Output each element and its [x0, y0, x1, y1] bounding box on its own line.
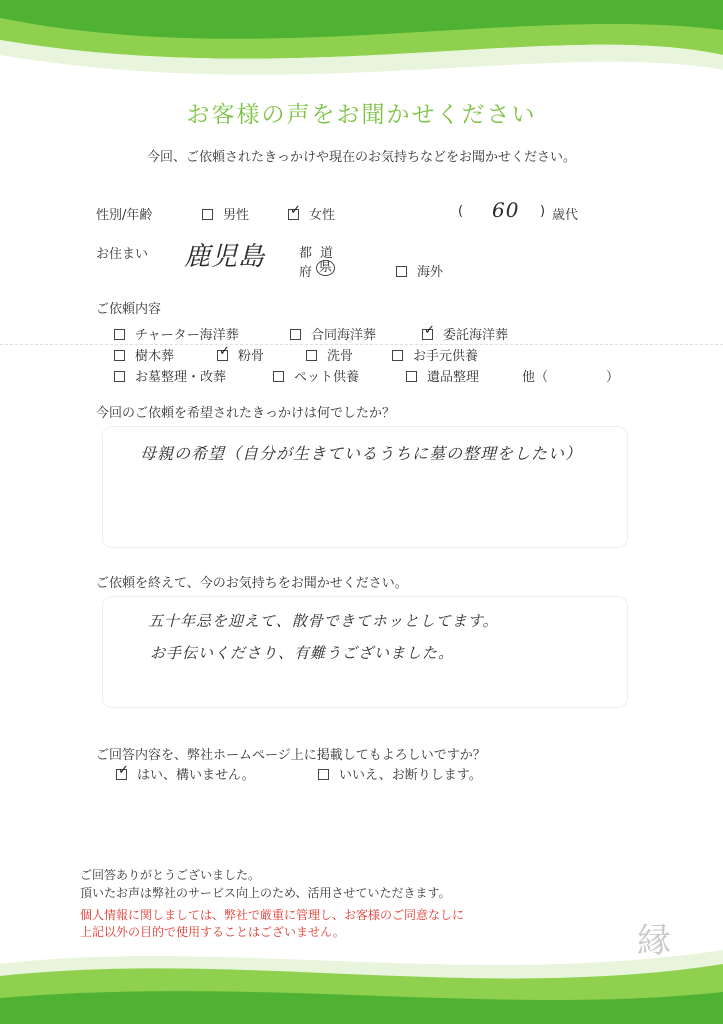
service-checkbox[interactable]	[273, 371, 284, 382]
service-checkbox[interactable]	[406, 371, 417, 382]
consent-yes-option[interactable]: ✓ はい、構いません。	[118, 763, 255, 783]
consent-no-option[interactable]: いいえ、お断りします。	[318, 764, 482, 783]
female-checkbox[interactable]	[288, 203, 301, 220]
question-1: 今回のご依頼を希望されたきっかけは何でしたか？	[96, 406, 396, 421]
female-option[interactable]: ✓ 女性	[290, 203, 336, 223]
question-2: ご依頼を終えて、今のお気持ちをお聞かせください。	[96, 576, 408, 591]
other-label: 他（	[522, 370, 549, 385]
consent-yes-checkbox[interactable]	[116, 763, 129, 780]
service-checkbox[interactable]	[114, 371, 125, 382]
answer-2-line-2: お手伝いくださり、有難うございました。	[150, 644, 455, 662]
service-option[interactable]: お墓整理・改葬	[114, 366, 226, 385]
residence-label: お住まい	[96, 247, 149, 262]
age-value: 60	[492, 198, 520, 222]
thanks-text: ご回答ありがとうございました。	[80, 868, 261, 882]
check-mark-icon: ✓	[424, 323, 435, 338]
answer-2-line-1: 五十年忌を迎えて、散骨できてホッとしてます。	[148, 612, 499, 630]
service-option[interactable]: チャーター海洋葬	[114, 324, 239, 343]
service-checkbox[interactable]	[392, 350, 403, 361]
consent-no-checkbox[interactable]	[318, 769, 329, 780]
service-option[interactable]: 合同海洋葬	[290, 324, 376, 343]
privacy-line-2: 上記以外の目的で使用することはございません。	[80, 925, 345, 939]
service-checkbox[interactable]	[306, 350, 317, 361]
service-option[interactable]: ✓ 委託海洋葬	[424, 323, 509, 343]
overseas-checkbox[interactable]	[396, 266, 407, 277]
services-label: ご依頼内容	[96, 302, 162, 317]
check-mark-icon: ✓	[290, 203, 301, 218]
service-option[interactable]: 樹木葬	[114, 345, 174, 364]
fold-line	[0, 344, 723, 345]
intro-text: 今回、ご依頼されたきっかけや現在のお気持ちなどをお聞かせください。	[146, 150, 576, 165]
prefecture-to: 都	[299, 246, 313, 261]
check-mark-icon: ✓	[118, 763, 129, 778]
bottom-wave-decoration	[0, 936, 723, 1024]
residence-value: 鹿児島	[184, 242, 266, 272]
age-close-paren: )	[540, 204, 546, 219]
male-checkbox[interactable]	[202, 209, 213, 220]
prefecture-fu: 府	[299, 265, 313, 280]
male-option[interactable]: 男性	[202, 204, 249, 223]
answer-1-text: 母親の希望（自分が生きているうちに墓の整理をしたい）	[140, 444, 583, 463]
other-close: ）	[606, 370, 620, 385]
prefecture-ken-circled: 県	[316, 260, 335, 276]
page-title: お客様の声をお聞かせください	[186, 102, 537, 128]
privacy-line-1: 個人情報に関しましては、弊社で厳重に管理し、お客様のご同意なしに	[80, 908, 465, 922]
service-checkbox[interactable]	[217, 344, 230, 361]
overseas-option[interactable]: 海外	[396, 261, 443, 280]
service-checkbox[interactable]	[422, 323, 435, 340]
service-option[interactable]: ペット供養	[273, 366, 359, 385]
prefecture-do: 道	[320, 246, 334, 261]
service-checkbox[interactable]	[290, 329, 301, 340]
usage-note: 頂いたお声は弊社のサービス向上のため、活用させていただきます。	[80, 886, 451, 900]
service-option[interactable]: 遺品整理	[406, 366, 479, 385]
check-mark-icon: ✓	[219, 344, 230, 359]
top-wave-decoration	[0, 0, 723, 90]
question-3: ご回答内容を、弊社ホームページ上に掲載してもよろしいですか？	[96, 748, 486, 763]
company-logo-mark: 縁	[637, 921, 671, 961]
service-checkbox[interactable]	[114, 350, 125, 361]
age-unit: 歳代	[552, 208, 579, 223]
service-option[interactable]: 洗骨	[306, 345, 353, 364]
age-open-paren: (	[458, 204, 464, 219]
service-option[interactable]: お手元供養	[392, 345, 478, 364]
service-option[interactable]: ✓ 粉骨	[219, 344, 265, 364]
service-checkbox[interactable]	[114, 329, 125, 340]
gender-age-label: 性別/年齢	[96, 208, 153, 223]
